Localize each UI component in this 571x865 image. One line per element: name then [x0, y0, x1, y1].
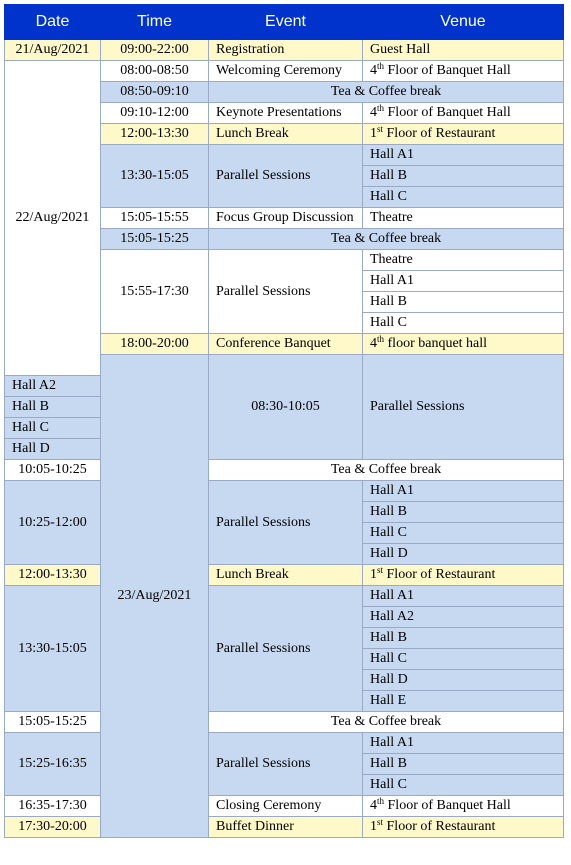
venue-cell: Guest Hall: [363, 40, 564, 61]
table-row: [5, 796, 564, 817]
venue-cell: Hall D: [363, 670, 564, 691]
header-date: Date: [5, 5, 101, 40]
event-cell: Parallel Sessions: [209, 586, 363, 712]
time-cell: 08:00-08:50: [101, 61, 209, 82]
venue-cell: Hall C: [363, 187, 564, 208]
event-cell: Welcoming Ceremony: [209, 61, 363, 82]
break-cell: Tea & Coffee break: [209, 712, 564, 733]
venue-ordinal-suffix: th: [377, 61, 385, 71]
venue-floor-number: 1: [370, 819, 377, 834]
venue-text: Floor of Restaurant: [383, 819, 496, 834]
table-row: [5, 565, 564, 586]
table-row: [5, 586, 564, 607]
header-event: Event: [209, 5, 363, 40]
venue-cell: [363, 61, 564, 82]
venue-cell: Hall D: [363, 544, 564, 565]
venue-floor-number: 4: [370, 105, 377, 120]
time-cell: 12:00-13:30: [101, 124, 209, 145]
table-row: [5, 817, 564, 838]
time-cell: 10:05-10:25: [5, 460, 101, 481]
table-body: [5, 40, 564, 838]
venue-cell: Hall A1: [363, 271, 564, 292]
venue-ordinal-suffix: st: [377, 817, 384, 827]
venue-text: Floor of Banquet Hall: [384, 798, 511, 813]
schedule-table-container: [4, 4, 564, 838]
time-cell: 12:00-13:30: [5, 565, 101, 586]
time-cell: 15:05-15:55: [101, 208, 209, 229]
venue-cell: Hall C: [363, 775, 564, 796]
time-cell: 15:05-15:25: [5, 712, 101, 733]
table-row: [5, 481, 564, 502]
venue-text: Floor of Banquet Hall: [384, 63, 511, 78]
venue-cell: Hall A1: [363, 586, 564, 607]
event-cell: Parallel Sessions: [363, 355, 564, 460]
venue-text: floor banquet hall: [384, 336, 488, 351]
venue-cell: Hall E: [363, 691, 564, 712]
venue-cell: Hall C: [363, 523, 564, 544]
venue-cell: [363, 103, 564, 124]
event-cell: Buffet Dinner: [209, 817, 363, 838]
venue-ordinal-suffix: th: [377, 103, 385, 113]
venue-cell: Hall B: [363, 754, 564, 775]
event-cell: Closing Ceremony: [209, 796, 363, 817]
venue-cell: Hall B: [363, 292, 564, 313]
event-cell: Parallel Sessions: [209, 481, 363, 565]
venue-cell: Hall C: [5, 418, 101, 439]
header-venue: Venue: [363, 5, 564, 40]
time-cell: 09:00-22:00: [101, 40, 209, 61]
venue-cell: [363, 796, 564, 817]
venue-text: Floor of Restaurant: [383, 567, 496, 582]
event-cell: Registration: [209, 40, 363, 61]
schedule-table: [4, 4, 564, 838]
date-cell: 22/Aug/2021: [5, 61, 101, 376]
venue-cell: Theatre: [363, 250, 564, 271]
venue-floor-number: 4: [370, 336, 377, 351]
venue-text: Floor of Restaurant: [383, 126, 496, 141]
venue-ordinal-suffix: th: [377, 796, 385, 806]
table-row: [5, 40, 564, 61]
event-cell: Conference Banquet: [209, 334, 363, 355]
table-header: [5, 5, 564, 40]
venue-cell: [363, 817, 564, 838]
venue-floor-number: 4: [370, 798, 377, 813]
event-cell: Lunch Break: [209, 565, 363, 586]
header-time: Time: [101, 5, 209, 40]
venue-cell: Hall C: [363, 649, 564, 670]
venue-ordinal-suffix: th: [377, 334, 385, 344]
time-cell: 17:30-20:00: [5, 817, 101, 838]
venue-cell: [363, 334, 564, 355]
table-row: [5, 460, 564, 481]
time-cell: 15:25-16:35: [5, 733, 101, 796]
event-cell: Parallel Sessions: [209, 250, 363, 334]
time-cell: 09:10-12:00: [101, 103, 209, 124]
time-cell: 15:05-15:25: [101, 229, 209, 250]
time-cell: 16:35-17:30: [5, 796, 101, 817]
venue-text: Floor of Banquet Hall: [384, 105, 511, 120]
break-cell: Tea & Coffee break: [209, 229, 564, 250]
venue-cell: Hall B: [363, 502, 564, 523]
venue-floor-number: 4: [370, 63, 377, 78]
event-cell: Keynote Presentations: [209, 103, 363, 124]
venue-cell: Hall A1: [363, 733, 564, 754]
time-cell: 10:25-12:00: [5, 481, 101, 565]
event-cell: Lunch Break: [209, 124, 363, 145]
venue-cell: Hall A1: [363, 145, 564, 166]
header-row: [5, 5, 564, 40]
time-cell: 13:30-15:05: [101, 145, 209, 208]
time-cell: 18:00-20:00: [101, 334, 209, 355]
venue-cell: Hall A2: [5, 376, 101, 397]
time-cell: 15:55-17:30: [101, 250, 209, 334]
event-cell: Parallel Sessions: [209, 733, 363, 796]
event-cell: Parallel Sessions: [209, 145, 363, 208]
time-cell: 13:30-15:05: [5, 586, 101, 712]
venue-cell: Hall D: [5, 439, 101, 460]
table-row: [5, 712, 564, 733]
venue-floor-number: 1: [370, 126, 377, 141]
venue-cell: [363, 565, 564, 586]
venue-cell: Hall A1: [363, 481, 564, 502]
date-cell: 21/Aug/2021: [5, 40, 101, 61]
venue-cell: Hall B: [5, 397, 101, 418]
date-cell: 23/Aug/2021: [101, 355, 209, 838]
venue-ordinal-suffix: st: [377, 124, 384, 134]
time-cell: 08:50-09:10: [101, 82, 209, 103]
venue-cell: Hall B: [363, 628, 564, 649]
venue-cell: Theatre: [363, 208, 564, 229]
table-row: [5, 61, 564, 82]
venue-cell: Hall C: [363, 313, 564, 334]
table-row: [5, 733, 564, 754]
venue-ordinal-suffix: st: [377, 565, 384, 575]
event-cell: Focus Group Discussion: [209, 208, 363, 229]
break-cell: Tea & Coffee break: [209, 82, 564, 103]
venue-cell: Hall A2: [363, 607, 564, 628]
venue-cell: Hall B: [363, 166, 564, 187]
break-cell: Tea & Coffee break: [209, 460, 564, 481]
venue-cell: [363, 124, 564, 145]
time-cell: 08:30-10:05: [209, 355, 363, 460]
venue-floor-number: 1: [370, 567, 377, 582]
